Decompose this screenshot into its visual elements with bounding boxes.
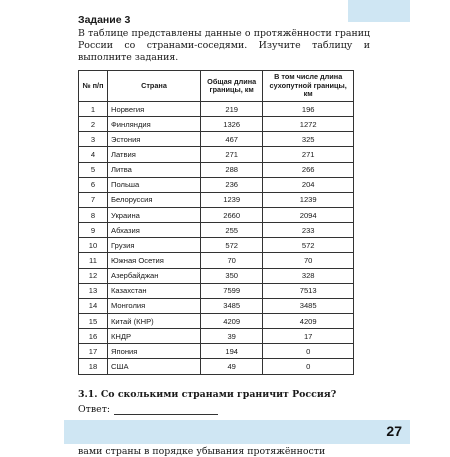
- answer-blank[interactable]: [114, 405, 218, 415]
- cell-total: 49: [201, 359, 263, 374]
- table-row: [79, 313, 354, 328]
- cell-land: 328: [263, 268, 354, 283]
- cell-total: 467: [201, 132, 263, 147]
- table-row: [79, 177, 354, 192]
- table-row: [79, 268, 354, 283]
- question-3-1: 3.1. Со сколькими странами граничит Россия?: [78, 388, 337, 400]
- cell-land: 271: [263, 147, 354, 162]
- table-row: [79, 162, 354, 177]
- cell-land: 0: [263, 344, 354, 359]
- cell-num: 4: [79, 147, 108, 162]
- cell-country: Украина: [108, 207, 201, 222]
- cell-land: 7513: [263, 283, 354, 298]
- cell-land: 572: [263, 238, 354, 253]
- table-row: [79, 117, 354, 132]
- cell-country: Эстония: [108, 132, 201, 147]
- cell-num: 3: [79, 132, 108, 147]
- header-country: Страна: [108, 71, 201, 102]
- cell-num: 2: [79, 117, 108, 132]
- cell-total: 4209: [201, 313, 263, 328]
- cell-num: 1: [79, 102, 108, 117]
- question-3-2-text: вами страны в порядке убывания протяжённости: [78, 445, 326, 457]
- cell-land: 1272: [263, 117, 354, 132]
- cell-land: 4209: [263, 313, 354, 328]
- cell-total: 255: [201, 223, 263, 238]
- cell-country: Южная Осетия: [108, 253, 201, 268]
- cell-num: 6: [79, 177, 108, 192]
- footer-band: [64, 420, 410, 444]
- table-row: [79, 223, 354, 238]
- cell-num: 18: [79, 359, 108, 374]
- table-row: [79, 102, 354, 117]
- cell-num: 15: [79, 313, 108, 328]
- cell-land: 1239: [263, 192, 354, 207]
- cell-country: Казахстан: [108, 283, 201, 298]
- cell-num: 5: [79, 162, 108, 177]
- cell-num: 7: [79, 192, 108, 207]
- cell-country: Латвия: [108, 147, 201, 162]
- table-row: [79, 344, 354, 359]
- table-row: [79, 359, 354, 374]
- cell-country: Белоруссия: [108, 192, 201, 207]
- table-body: [79, 102, 354, 375]
- cell-total: 219: [201, 102, 263, 117]
- cell-land: 70: [263, 253, 354, 268]
- header-land: В том числе длина сухопутной границы, км: [263, 71, 354, 102]
- cell-num: 9: [79, 223, 108, 238]
- cell-country: Грузия: [108, 238, 201, 253]
- cell-total: 271: [201, 147, 263, 162]
- table-row: [79, 238, 354, 253]
- cell-num: 12: [79, 268, 108, 283]
- table-row: [79, 147, 354, 162]
- table-row: [79, 132, 354, 147]
- cell-country: КНДР: [108, 329, 201, 344]
- cell-total: 350: [201, 268, 263, 283]
- cell-country: Китай (КНР): [108, 313, 201, 328]
- borders-table: [78, 70, 354, 375]
- page-number: 27: [386, 423, 402, 439]
- cell-country: США: [108, 359, 201, 374]
- table-row: [79, 298, 354, 313]
- workbook-page: [78, 14, 370, 457]
- cell-land: 196: [263, 102, 354, 117]
- cell-total: 1326: [201, 117, 263, 132]
- header-total: Общая длина границы, км: [201, 71, 263, 102]
- task-title: Задание 3: [78, 14, 131, 26]
- header-num: № п/п: [79, 71, 108, 102]
- cell-country: Финляндия: [108, 117, 201, 132]
- cell-land: 3485: [263, 298, 354, 313]
- cell-num: 10: [79, 238, 108, 253]
- cell-total: 1239: [201, 192, 263, 207]
- cell-country: Монголия: [108, 298, 201, 313]
- cell-land: 325: [263, 132, 354, 147]
- table-row: [79, 192, 354, 207]
- table-row: [79, 207, 354, 222]
- cell-total: 39: [201, 329, 263, 344]
- cell-total: 3485: [201, 298, 263, 313]
- cell-total: 194: [201, 344, 263, 359]
- cell-total: 7599: [201, 283, 263, 298]
- cell-country: Норвегия: [108, 102, 201, 117]
- cell-total: 70: [201, 253, 263, 268]
- cell-land: 266: [263, 162, 354, 177]
- task-intro: В таблице представлены данные о протяжённости границ России со странами-соседями. Изучите таблицу и выполните задания.: [78, 28, 370, 63]
- cell-country: Литва: [108, 162, 201, 177]
- cell-total: 572: [201, 238, 263, 253]
- cell-total: 236: [201, 177, 263, 192]
- cell-country: Азербайджан: [108, 268, 201, 283]
- cell-land: 233: [263, 223, 354, 238]
- cell-land: 2094: [263, 207, 354, 222]
- cell-total: 288: [201, 162, 263, 177]
- cell-num: 11: [79, 253, 108, 268]
- cell-land: 17: [263, 329, 354, 344]
- cell-land: 204: [263, 177, 354, 192]
- cell-num: 14: [79, 298, 108, 313]
- cell-total: 2660: [201, 207, 263, 222]
- cell-country: Польша: [108, 177, 201, 192]
- table-header-row: [79, 71, 354, 102]
- cell-country: Абхазия: [108, 223, 201, 238]
- cell-num: 16: [79, 329, 108, 344]
- cell-land: 0: [263, 359, 354, 374]
- table-row: [79, 329, 354, 344]
- table-row: [79, 253, 354, 268]
- answer-line: [78, 404, 370, 415]
- answer-label: Ответ:: [78, 403, 111, 415]
- cell-country: Япония: [108, 344, 201, 359]
- cell-num: 13: [79, 283, 108, 298]
- table-row: [79, 283, 354, 298]
- cell-num: 8: [79, 207, 108, 222]
- cell-num: 17: [79, 344, 108, 359]
